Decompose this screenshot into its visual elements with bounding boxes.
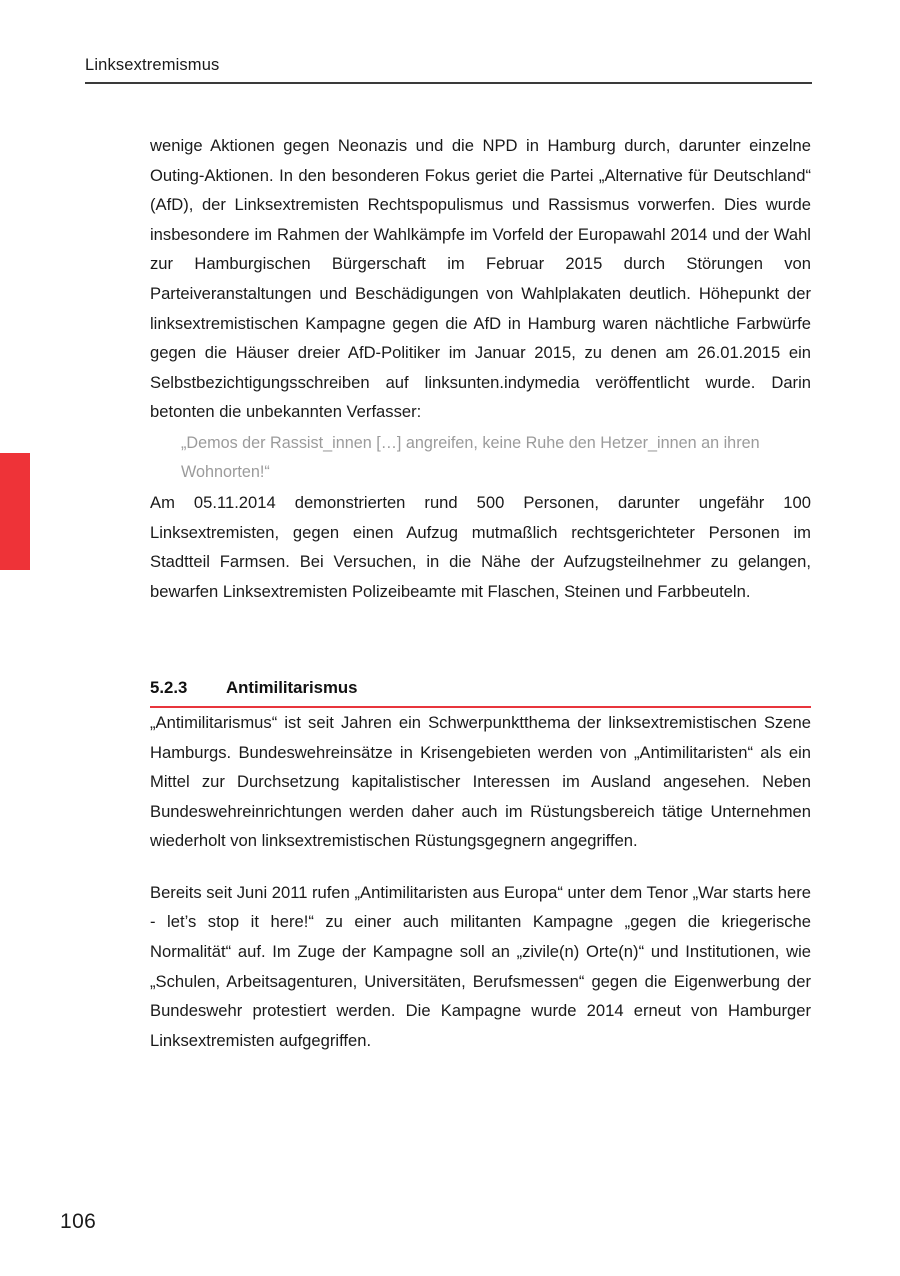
section-heading [150, 678, 811, 708]
section-title: Antimilitarismus [226, 678, 358, 698]
running-header [85, 56, 812, 84]
page-content [150, 131, 811, 1055]
body-paragraph-2: Am 05.11.2014 demonstrierten rund 500 Personen, darunter ungefähr 100 Linksextremisten, gegen einen Aufzug mutmaßlich rechtsgerichteter Personen im Stadtteil Farmsen. Bei Versuchen, in die Nähe der Aufzugsteilnehmer zu gelangen, bewarfen Linksextremisten Polizeibeamte mit Flaschen, Steinen und Farbbeuteln. [150, 492, 811, 601]
section-paragraph-2: Bereits seit Juni 2011 rufen „Antimilitaristen aus Europa“ unter dem Tenor „War starts here - let’s stop it here!“ zu einer auch militanten Kampagne „gegen die kriegerische Normalität“ auf. Im Zuge der Kampagne soll an „zivile(n) Orte(n)“ und Institutionen, wie „Schulen, Arbeitsagenturen, Universitäten, Berufsmessen“ gegen die Eigenwerbung der Bundeswehr protestiert werden. Die Kampagne wurde 2014 erneut von Hamburger Linksextremisten aufgegriffen. [150, 882, 811, 1050]
running-header-title: Linksextremismus [85, 56, 220, 74]
header-divider-rule [85, 82, 812, 84]
section-paragraph-1: „Antimilitarismus“ ist seit Jahren ein Schwerpunktthema der linksextremistischen Szene Hamburgs. Bundeswehreinsätze in Krisengebieten werden von „Antimilitaristen“ als ein Mittel zur Durchsetzung kapitalistischer Interessen im Ausland angesehen. Neben Bundeswehreinrichtungen werden daher auch im Rüstungsbereich tätige Unternehmen wiederholt von linksextremistischen Rüstungsgegnern angegriffen. [150, 712, 811, 851]
page-number: 106 [60, 1210, 97, 1233]
section-number: 5.2.3 [150, 678, 188, 698]
section-heading-row [150, 678, 811, 706]
body-paragraph-1: wenige Aktionen gegen Neonazis und die NPD in Hamburg durch, darunter einzelne Outing-Aktionen. In den besonderen Fokus geriet die Partei „Alternative für Deutschland“ (AfD), der Linksextremisten Rechtspopulismus und Rassismus vorwerfen. Dies wurde insbesondere im Rahmen der Wahlkämpfe im Vorfeld der Europawahl 2014 und der Wahl zur Hamburgischen Bürgerschaft im Februar 2015 durch Störungen von Parteiveranstaltungen und Beschädigungen von Wahlplakaten deutlich. Höhepunkt der linksextremistischen Kampagne gegen die AfD in Hamburg waren nächtliche Farbwürfe gegen die Häuser dreier AfD-Politiker im Januar 2015, zu denen am 26.01.2015 ein Selbstbezichtigungsschreiben auf linksunten.indymedia veröffentlicht wurde. Darin betonten die unbekannten Verfasser: [150, 136, 811, 422]
pull-quote-block: „Demos der Rassist_innen […] angreifen, keine Ruhe den Hetzer_innen an ihren Wohnorten!“ [181, 433, 760, 482]
chapter-edge-marker-tab [0, 453, 30, 570]
